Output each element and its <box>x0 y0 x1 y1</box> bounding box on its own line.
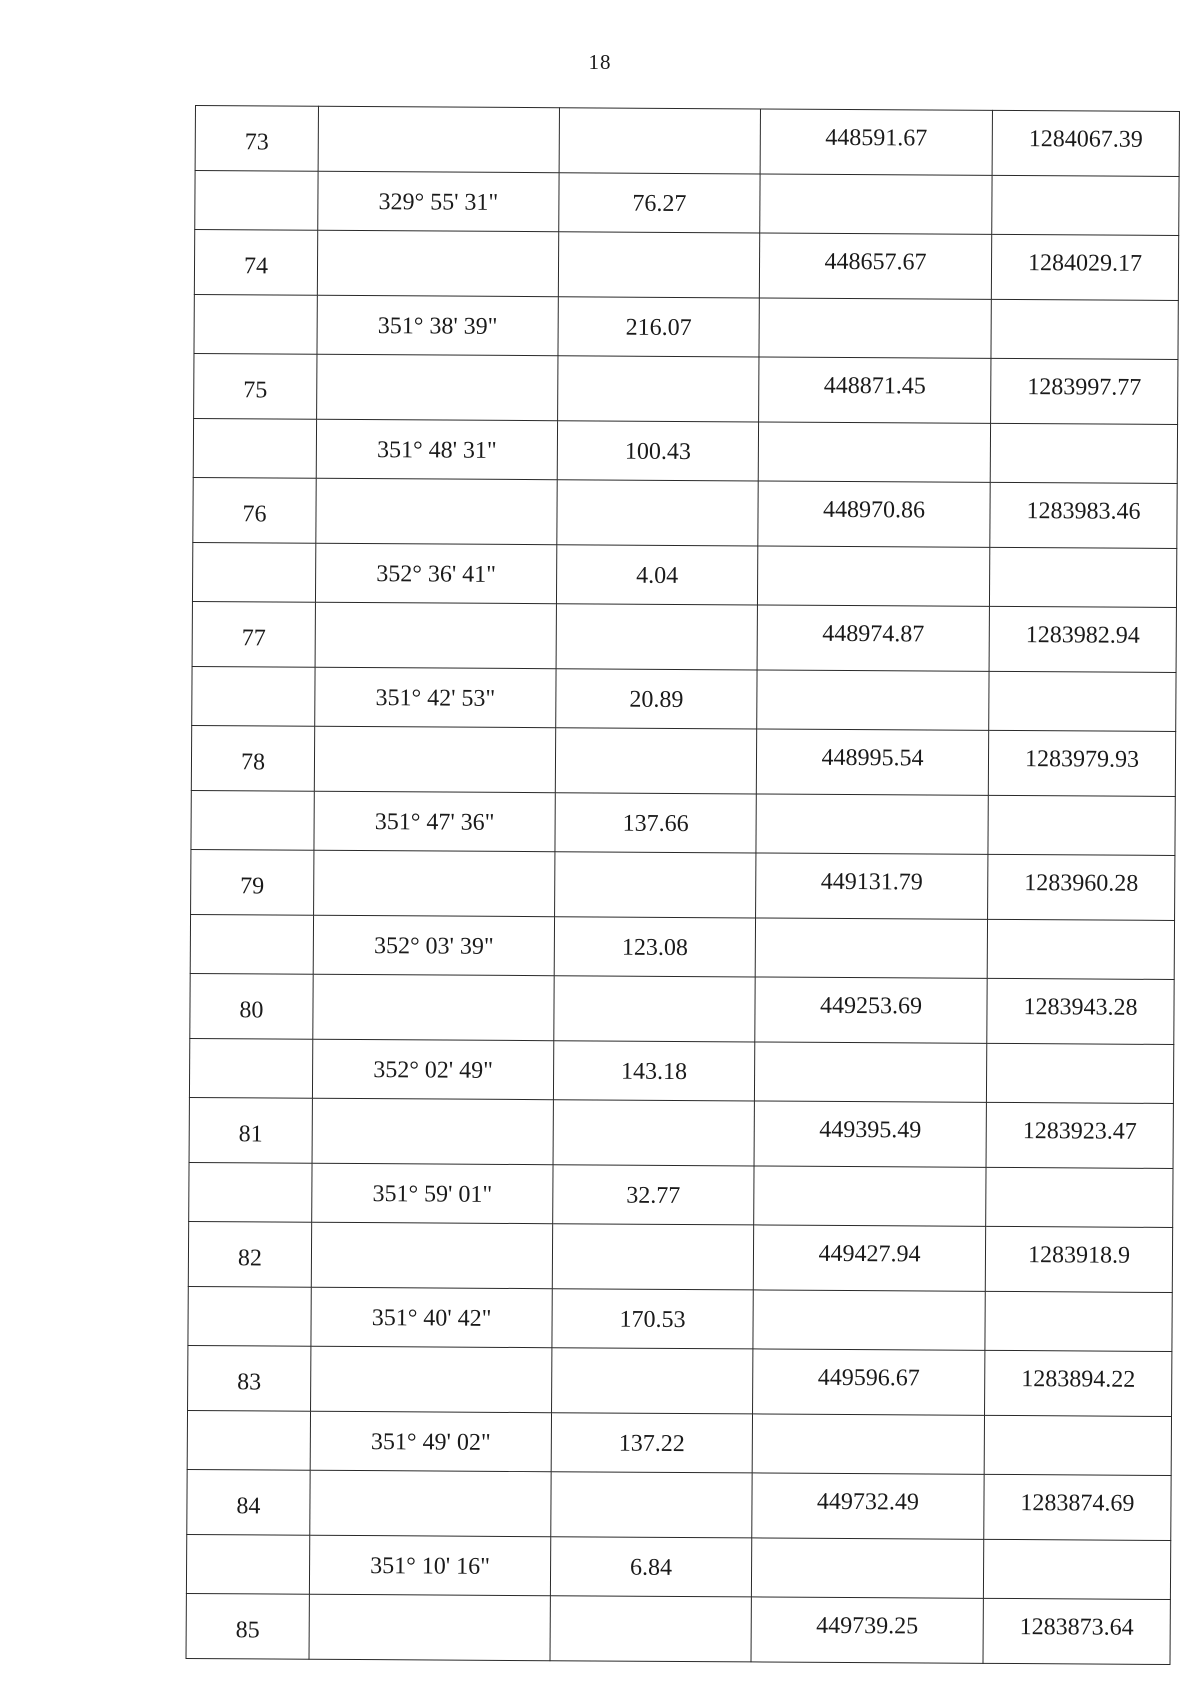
distance-cell: 143.18 <box>553 1041 754 1101</box>
easting-cell: 1284029.17 <box>991 234 1178 300</box>
northing-cell <box>755 918 987 978</box>
distance-cell: 4.04 <box>556 545 757 605</box>
station-point-row <box>192 601 1176 672</box>
station-cell <box>190 914 313 974</box>
station-cell <box>188 1286 311 1346</box>
distance-cell: 123.08 <box>554 917 755 977</box>
easting-cell <box>990 423 1177 483</box>
station-cell <box>192 666 315 726</box>
bearing-cell <box>314 726 555 792</box>
bearing-cell <box>311 1222 552 1288</box>
station-point-row <box>188 1345 1172 1416</box>
survey-coordinates-table <box>186 105 1180 1665</box>
easting-cell: 1283982.94 <box>989 606 1176 672</box>
station-cell: 76 <box>193 477 316 543</box>
distance-cell <box>552 1348 753 1414</box>
bearing-cell <box>314 850 555 916</box>
easting-cell: 1283997.77 <box>991 358 1178 424</box>
easting-cell: 1284067.39 <box>992 110 1179 176</box>
station-cell <box>192 542 315 602</box>
easting-cell <box>987 919 1174 979</box>
station-point-row <box>187 1469 1171 1540</box>
distance-cell: 20.89 <box>556 669 757 729</box>
easting-cell <box>988 795 1175 855</box>
northing-cell: 449253.69 <box>755 977 987 1043</box>
easting-cell <box>983 1539 1170 1599</box>
bearing-cell <box>317 354 558 420</box>
northing-cell: 448657.67 <box>759 233 991 299</box>
distance-cell <box>556 604 757 670</box>
distance-cell: 137.66 <box>555 793 756 853</box>
northing-cell: 448974.87 <box>757 605 989 671</box>
easting-cell: 1283873.64 <box>983 1598 1170 1664</box>
station-point-row <box>193 477 1177 548</box>
distance-cell: 6.84 <box>550 1537 751 1597</box>
traverse-leg-row <box>190 914 1174 979</box>
station-point-row <box>186 1593 1170 1664</box>
station-point-row <box>194 353 1178 424</box>
northing-cell <box>754 1042 986 1102</box>
station-cell <box>193 418 316 478</box>
traverse-leg-row <box>195 171 1179 236</box>
survey-table-body <box>186 106 1179 1665</box>
bearing-cell: 351° 40' 42" <box>311 1287 552 1347</box>
bearing-cell: 351° 42' 53" <box>315 667 556 727</box>
station-cell: 74 <box>194 230 317 296</box>
northing-cell: 448591.67 <box>760 109 992 175</box>
traverse-leg-row <box>192 666 1176 731</box>
traverse-leg-row <box>192 542 1176 607</box>
station-point-row <box>189 1097 1173 1168</box>
northing-cell: 448995.54 <box>756 729 988 795</box>
traverse-leg-row <box>186 1534 1170 1599</box>
bearing-cell: 352° 03' 39" <box>313 915 554 975</box>
station-cell: 84 <box>187 1469 310 1535</box>
station-cell <box>191 790 314 850</box>
traverse-leg-row <box>189 1038 1173 1103</box>
easting-cell <box>986 1167 1173 1227</box>
station-cell: 82 <box>188 1221 311 1287</box>
easting-cell <box>989 547 1176 607</box>
page-number: 18 <box>588 50 612 74</box>
distance-cell <box>557 480 758 546</box>
bearing-cell <box>318 106 559 172</box>
station-cell: 77 <box>192 601 315 667</box>
station-cell <box>195 171 318 231</box>
easting-cell <box>985 1291 1172 1351</box>
easting-cell: 1283923.47 <box>986 1102 1173 1168</box>
station-point-row <box>194 230 1178 301</box>
northing-cell: 449739.25 <box>751 1597 983 1663</box>
distance-cell: 32.77 <box>553 1165 754 1225</box>
traverse-leg-row <box>189 1162 1173 1227</box>
northing-cell: 449596.67 <box>753 1349 985 1415</box>
easting-cell: 1283918.9 <box>985 1226 1172 1292</box>
station-cell: 80 <box>190 973 313 1039</box>
northing-cell <box>753 1290 985 1350</box>
northing-cell <box>754 1166 986 1226</box>
distance-cell <box>554 976 755 1042</box>
bearing-cell: 329° 55' 31" <box>318 171 559 231</box>
bearing-cell <box>317 230 558 296</box>
bearing-cell: 352° 02' 49" <box>312 1039 553 1099</box>
easting-cell: 1283979.93 <box>988 730 1175 796</box>
station-point-row <box>188 1221 1172 1292</box>
bearing-cell <box>315 602 556 668</box>
bearing-cell: 351° 38' 39" <box>317 295 558 355</box>
station-cell: 85 <box>186 1593 309 1659</box>
bearing-cell <box>312 1098 553 1164</box>
northing-cell <box>752 1414 984 1474</box>
distance-cell: 76.27 <box>559 173 760 233</box>
distance-cell: 100.43 <box>557 421 758 481</box>
distance-cell <box>552 1224 753 1290</box>
northing-cell <box>760 174 992 234</box>
easting-cell <box>989 671 1176 731</box>
easting-cell: 1283894.22 <box>985 1350 1172 1416</box>
bearing-cell <box>309 1594 550 1660</box>
bearing-cell <box>310 1470 551 1536</box>
bearing-cell <box>313 974 554 1040</box>
northing-cell: 448871.45 <box>759 357 991 423</box>
station-point-row <box>190 973 1174 1044</box>
bearing-cell <box>311 1346 552 1412</box>
northing-cell <box>757 546 989 606</box>
bearing-cell <box>316 478 557 544</box>
bearing-cell: 351° 49' 02" <box>310 1411 551 1471</box>
traverse-leg-row <box>193 418 1177 483</box>
distance-cell <box>559 108 760 174</box>
easting-cell: 1283983.46 <box>990 482 1177 548</box>
traverse-leg-row <box>188 1286 1172 1351</box>
station-cell: 78 <box>191 725 314 791</box>
easting-cell: 1283874.69 <box>984 1474 1171 1540</box>
distance-cell <box>550 1596 751 1662</box>
station-cell: 75 <box>194 353 317 419</box>
bearing-cell: 352° 36' 41" <box>315 543 556 603</box>
station-cell <box>189 1162 312 1222</box>
distance-cell <box>558 356 759 422</box>
station-cell <box>187 1410 310 1470</box>
northing-cell: 449732.49 <box>752 1473 984 1539</box>
northing-cell: 449395.49 <box>754 1101 986 1167</box>
bearing-cell: 351° 47' 36" <box>314 791 555 851</box>
bearing-cell: 351° 10' 16" <box>309 1535 550 1595</box>
northing-cell <box>757 670 989 730</box>
traverse-leg-row <box>191 790 1175 855</box>
easting-cell: 1283943.28 <box>987 978 1174 1044</box>
northing-cell: 449427.94 <box>753 1225 985 1291</box>
northing-cell: 448970.86 <box>758 481 990 547</box>
traverse-leg-row <box>187 1410 1171 1475</box>
distance-cell: 170.53 <box>552 1289 753 1349</box>
easting-cell <box>991 299 1178 359</box>
northing-cell <box>759 298 991 358</box>
station-point-row <box>195 106 1179 177</box>
distance-cell <box>555 728 756 794</box>
distance-cell <box>558 232 759 298</box>
station-cell <box>186 1534 309 1594</box>
northing-cell <box>751 1538 983 1598</box>
station-cell: 79 <box>191 849 314 915</box>
station-cell: 73 <box>195 106 318 172</box>
station-point-row <box>191 849 1175 920</box>
station-cell: 81 <box>189 1097 312 1163</box>
distance-cell <box>551 1472 752 1538</box>
distance-cell <box>553 1100 754 1166</box>
station-cell <box>194 294 317 354</box>
northing-cell <box>758 422 990 482</box>
northing-cell <box>756 794 988 854</box>
bearing-cell: 351° 59' 01" <box>312 1163 553 1223</box>
distance-cell: 137.22 <box>551 1413 752 1473</box>
traverse-leg-row <box>194 294 1178 359</box>
bearing-cell: 351° 48' 31" <box>316 419 557 479</box>
station-cell: 83 <box>188 1345 311 1411</box>
station-cell <box>189 1038 312 1098</box>
station-point-row <box>191 725 1175 796</box>
easting-cell <box>992 175 1179 235</box>
easting-cell <box>984 1415 1171 1475</box>
distance-cell <box>555 852 756 918</box>
northing-cell: 449131.79 <box>756 853 988 919</box>
easting-cell: 1283960.28 <box>988 854 1175 920</box>
easting-cell <box>986 1043 1173 1103</box>
distance-cell: 216.07 <box>558 297 759 357</box>
